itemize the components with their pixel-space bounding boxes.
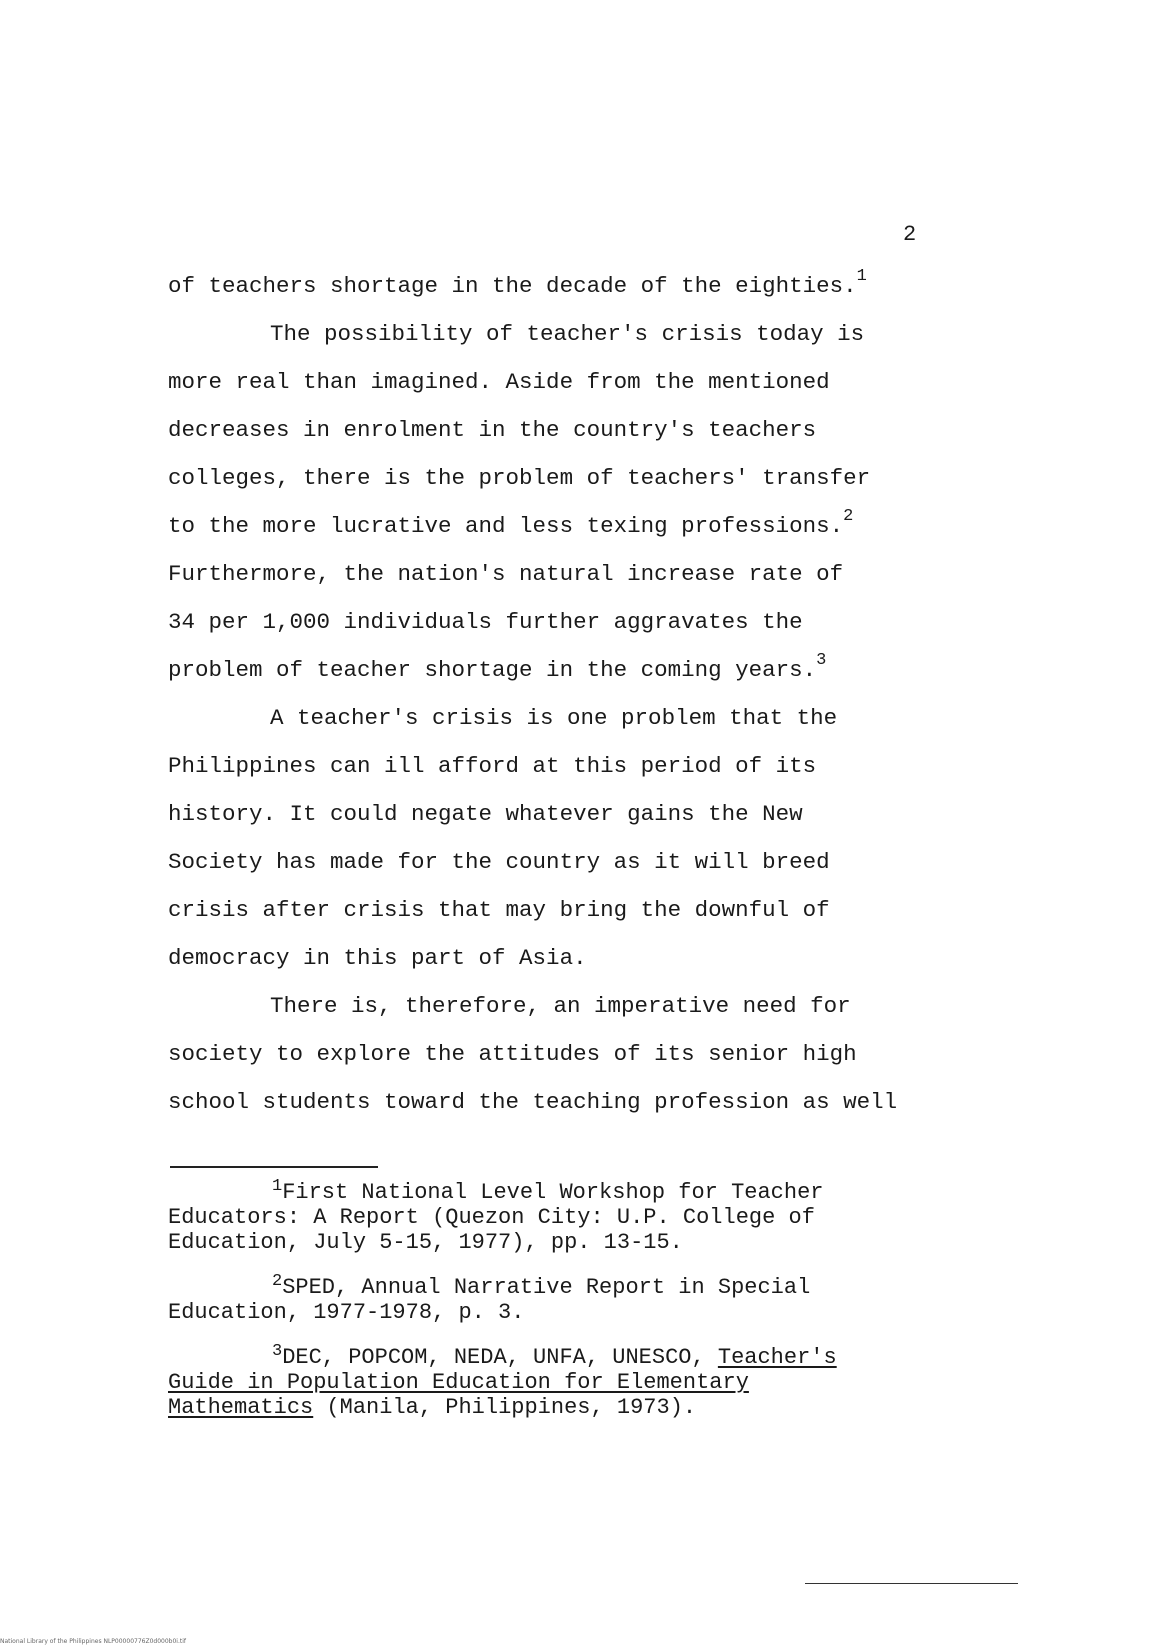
footnote-reference: 2 [843,506,854,526]
text-line [168,1030,958,1078]
footnote-line: Educators: A Report (Quezon City: U.P. College of [168,1205,815,1230]
footnote-reference: 3 [816,650,827,670]
text-line [168,262,958,310]
text-line [168,550,958,598]
line-text: problem of teacher shortage in the coming years. [168,657,817,683]
text-line [168,310,958,358]
text-line [168,790,958,838]
footnote-separator [170,1166,378,1168]
page-number: 2 [903,222,917,247]
footnote-line: Education, July 5-15, 1977), pp. 13-15. [168,1230,683,1255]
text-line [168,358,958,406]
footnote-book-title: Mathematics [168,1395,314,1420]
text-line [168,934,958,982]
line-text: A teacher's crisis is one problem that the [270,705,838,731]
text-line [168,646,958,694]
line-text: colleges, there is the problem of teachers' transfer [168,465,871,491]
line-text: of teachers shortage in the decade of the eighties. [168,273,857,299]
footnote-marker: 2 [272,1272,283,1291]
footnote-reference: 1 [856,266,867,286]
footnote-book-title: Teacher's [717,1345,837,1370]
paragraph [168,694,958,982]
text-line [168,838,958,886]
line-text: more real than imagined. Aside from the mentioned [168,369,830,395]
text-line [168,742,958,790]
footnote-line: First National Level Workshop for Teacher [282,1180,824,1205]
footnote-2 [168,1272,928,1325]
footnote-book-title: Guide in Population Education for Elementary [168,1370,749,1395]
text-line [168,502,958,550]
line-text: society to explore the attitudes of its senior high [168,1041,857,1067]
footnote-line: DEC, POPCOM, NEDA, UNFA, UNESCO, [282,1345,718,1370]
line-text: 34 per 1,000 individuals further aggravates the [168,609,803,635]
line-text: There is, therefore, an imperative need for [270,993,851,1019]
paragraph [168,310,958,694]
text-line [168,1078,958,1126]
line-text: democracy in this part of Asia. [168,945,587,971]
line-text: history. It could negate whatever gains the New [168,801,803,827]
archive-stamp: National Library of the Philippines NLP00000776Z0d000b0i.tif [0,1638,186,1645]
line-text: Philippines can ill afford at this period of its [168,753,817,779]
text-line [168,406,958,454]
text-line [168,598,958,646]
footnote-marker: 3 [272,1342,283,1361]
text-line [168,694,958,742]
paragraph [168,262,958,310]
line-text: Society has made for the country as it will breed [168,849,830,875]
footnote-line: Education, 1977-1978, p. 3. [168,1300,525,1325]
line-text: crisis after crisis that may bring the downful of [168,897,830,923]
paragraph [168,982,958,1126]
line-text: to the more lucrative and less texing professions. [168,513,844,539]
line-text: decreases in enrolment in the country's teachers [168,417,817,443]
text-line [168,982,958,1030]
footnote-line: SPED, Annual Narrative Report in Special [282,1275,811,1300]
line-text: Furthermore, the nation's natural increase rate of [168,561,844,587]
body-text [168,262,958,1126]
text-line [168,886,958,934]
line-text: school students toward the teaching profession as well [168,1089,898,1115]
footnotes [168,1177,928,1440]
footnote-line: (Manila, Philippines, 1973). [313,1395,697,1420]
bottom-rule [805,1583,1018,1584]
text-line [168,454,958,502]
footnote-1 [168,1177,928,1255]
line-text: The possibility of teacher's crisis today is [270,321,865,347]
footnote-marker: 1 [272,1177,283,1196]
footnote-3 [168,1342,928,1420]
